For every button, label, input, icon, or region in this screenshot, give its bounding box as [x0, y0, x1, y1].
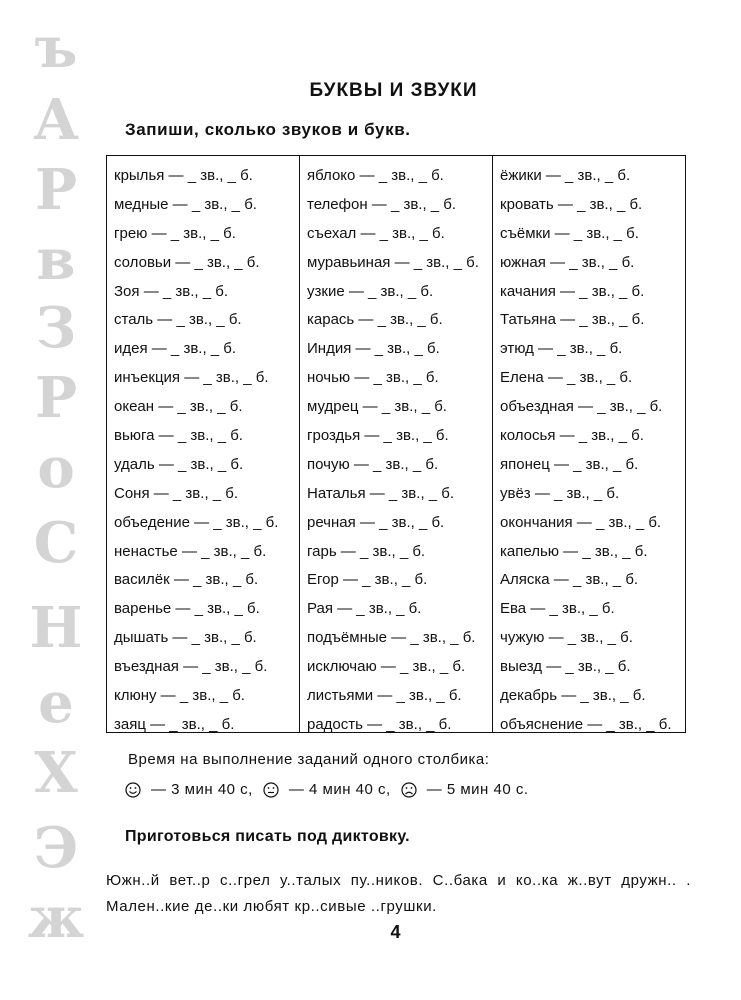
table-cell: колосья — _ зв., _ б. — [500, 427, 644, 445]
table-cell: василёк — _ зв., _ б. — [114, 571, 259, 589]
word-table — [106, 155, 686, 733]
table-cell: объяснение — _ зв., _ б. — [500, 715, 672, 733]
table-column — [300, 156, 493, 732]
decor-letter: Э — [33, 815, 79, 881]
table-cell: радость — _ зв., _ б. — [307, 715, 452, 733]
table-cell: гарь — _ зв., _ б. — [307, 542, 426, 560]
table-cell: ненастье — _ зв., _ б. — [114, 542, 267, 560]
timing-level-text: — 3 мин 40 с, — [151, 781, 253, 798]
table-cell: выезд — _ зв., _ б. — [500, 658, 631, 676]
table-cell: Татьяна — _ зв., _ б. — [500, 311, 645, 329]
table-cell: южная — _ зв., _ б. — [500, 253, 635, 271]
table-cell: Елена — _ зв., _ б. — [500, 369, 633, 387]
table-cell: объездная — _ зв., _ б. — [500, 398, 663, 416]
table-cell: медные — _ зв., _ б. — [114, 195, 257, 213]
table-cell: сталь — _ зв., _ б. — [114, 311, 242, 329]
table-cell: инъекция — _ зв., _ б. — [114, 369, 269, 387]
decor-letter: А — [33, 87, 79, 153]
table-cell: ночью — _ зв., _ б. — [307, 369, 439, 387]
decor-letter: С — [33, 510, 79, 576]
table-cell: дышать — _ зв., _ б. — [114, 629, 257, 647]
table-cell: качания — _ зв., _ б. — [500, 282, 645, 300]
timing-level-text: — 4 мин 40 с, — [288, 781, 391, 798]
decor-letter: в — [36, 227, 76, 293]
table-cell: заяц — _ зв., _ б. — [114, 715, 235, 733]
decor-letter: Х — [34, 740, 78, 806]
table-column — [107, 156, 300, 732]
timing-level-text: — 5 мин 40 с. — [426, 781, 529, 798]
table-cell: соловьи — _ зв., _ б. — [114, 253, 260, 271]
table-cell: варенье — _ зв., _ б. — [114, 600, 260, 618]
decor-letter: Р — [34, 365, 78, 431]
table-cell: съехал — _ зв., _ б. — [307, 224, 445, 242]
table-cell: этюд — _ зв., _ б. — [500, 340, 623, 358]
table-cell: съёмки — _ зв., _ б. — [500, 224, 639, 242]
table-cell: чужую — _ зв., _ б. — [500, 629, 633, 647]
table-cell: объедение — _ зв., _ б. — [114, 513, 279, 531]
decor-letter: З — [35, 295, 77, 361]
table-cell: увёз — _ зв., _ б. — [500, 484, 620, 502]
table-cell: Наталья — _ зв., _ б. — [307, 484, 455, 502]
table-cell: японец — _ зв., _ б. — [500, 455, 639, 473]
table-cell: ёжики — _ зв., _ б. — [500, 167, 631, 184]
page-title: БУКВЫ И ЗВУКИ — [309, 80, 478, 101]
page-number: 4 — [390, 922, 401, 942]
table-cell: узкие — _ зв., _ б. — [307, 282, 434, 300]
table-cell: исключаю — _ зв., _ б. — [307, 658, 466, 676]
dictation-heading: Приготовься писать под диктовку. — [125, 828, 410, 845]
table-cell: речная — _ зв., _ б. — [307, 513, 445, 531]
smile-face-icon — [125, 782, 141, 798]
table-cell: грею — _ зв., _ б. — [114, 224, 236, 242]
table-cell: карась — _ зв., _ б. — [307, 311, 443, 329]
table-cell: Индия — _ зв., _ б. — [307, 340, 440, 358]
table-cell: идея — _ зв., _ б. — [114, 340, 237, 358]
decor-letter: е — [38, 670, 74, 736]
decor-letter: ъ — [34, 15, 78, 81]
timing-levels — [125, 781, 529, 798]
table-cell: удаль — _ зв., _ б. — [114, 455, 244, 473]
table-cell: окончания — _ зв., _ б. — [500, 513, 662, 531]
table-cell: океан — _ зв., _ б. — [114, 398, 243, 416]
decor-letter: Н — [29, 595, 83, 661]
table-cell: Ева — _ зв., _ б. — [500, 600, 615, 618]
dictation-text: Южн..й вет..р с..грел у..талых пу..ников. С..бака и ко..ка ж..вут дружн.. . Мален..кие де..ки любят кр..сивые ..грушки. — [106, 872, 691, 915]
decor-letter: ж — [27, 885, 85, 951]
table-cell: декабрь — _ зв., _ б. — [500, 687, 646, 705]
table-cell: почую — _ зв., _ б. — [307, 455, 439, 473]
table-cell: Рая — _ зв., _ б. — [307, 600, 422, 618]
table-cell: листьями — _ зв., _ б. — [307, 687, 462, 705]
table-cell: гроздья — _ зв., _ б. — [307, 427, 449, 445]
decorative-alphabet-strip — [14, 0, 98, 1000]
table-cell: телефон — _ зв., _ б. — [307, 195, 457, 213]
table-cell: кровать — _ зв., _ б. — [500, 195, 643, 213]
table-cell: Зоя — _ зв., _ б. — [114, 282, 228, 300]
table-cell: клюну — _ зв., _ б. — [114, 687, 245, 705]
table-cell: въездная — _ зв., _ б. — [114, 658, 268, 676]
table-cell: Соня — _ зв., _ б. — [114, 484, 239, 502]
decor-letter: о — [37, 435, 75, 501]
table-column — [493, 156, 684, 732]
decor-letter: Р — [34, 157, 78, 223]
table-cell: Аляска — _ зв., _ б. — [500, 571, 639, 589]
sad-face-icon — [401, 782, 417, 798]
table-cell: муравьиная — _ зв., _ б. — [307, 253, 479, 271]
timing-intro: Время на выполнение заданий одного столбика: — [128, 751, 490, 768]
table-cell: Егор — _ зв., _ б. — [307, 571, 428, 589]
table-cell: капелью — _ зв., _ б. — [500, 542, 648, 560]
neutral-face-icon — [263, 782, 279, 798]
table-cell: крылья — _ зв., _ б. — [114, 167, 253, 184]
task-instruction: Запиши, сколько звуков и букв. — [125, 120, 411, 139]
table-cell: мудрец — _ зв., _ б. — [307, 398, 447, 416]
table-cell: яблоко — _ зв., _ б. — [307, 167, 444, 184]
table-cell: вьюга — _ зв., _ б. — [114, 427, 243, 445]
table-cell: подъёмные — _ зв., _ б. — [307, 629, 476, 647]
